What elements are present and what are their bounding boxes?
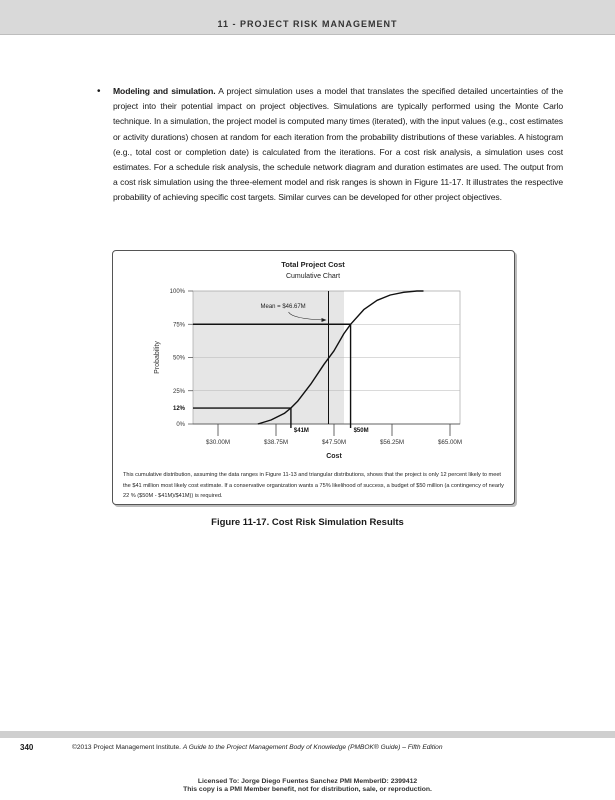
figure-box — [112, 250, 515, 505]
marker-label: $50M — [353, 428, 369, 434]
page-number: 340 — [20, 743, 34, 752]
marker-label: $41M — [293, 428, 309, 434]
license-notice — [0, 778, 615, 794]
chapter-header: 11 - PROJECT RISK MANAGEMENT — [217, 19, 398, 29]
x-axis-label: Cost — [326, 453, 342, 460]
x-tick-label: $47.50M — [321, 439, 347, 446]
body-paragraph — [113, 84, 563, 206]
y-tick-label: 25% — [172, 388, 185, 395]
y-tick-label: 75% — [172, 322, 185, 329]
license-line-1: Licensed To: Jorge Diego Fuentes Sanchez PMI MemberID: 2399412 — [197, 778, 418, 785]
figure-title: Figure 11-17. Cost Risk Simulation Results — [211, 517, 404, 528]
y-tick-label: 100% — [169, 289, 185, 295]
x-tick-label: $65.00M — [437, 439, 463, 446]
x-tick-label: $30.00M — [205, 439, 231, 446]
y-axis-label: Probability — [154, 341, 161, 374]
footer-copyright — [72, 744, 443, 751]
marker-y-label: 12% — [172, 406, 185, 413]
bullet-marker: • — [97, 86, 101, 97]
book-title: A Guide to the Project Management Body of Knowledge (PMBOK® Guide) – Fifth Edition — [182, 744, 443, 751]
mean-label: Mean = $46.67M — [260, 304, 306, 310]
copyright-text: ©2013 Project Management Institute. — [72, 744, 181, 751]
license-line-2: This copy is a PMI Member benefit, not for distribution, sale, or reproduction. — [183, 786, 432, 793]
paragraph-term: Modeling and simulation. — [113, 86, 216, 96]
header-divider — [0, 34, 615, 35]
chart-title: Total Project Cost — [281, 260, 345, 269]
x-tick-label: $56.25M — [379, 439, 405, 446]
x-tick-label: $38.75M — [263, 439, 289, 446]
footer-bar — [0, 731, 615, 738]
y-tick-label: 50% — [172, 355, 185, 362]
paragraph-text: A project simulation uses a model that translates the specified detailed uncertainties of the project into their potential impact on project objectives. Simulations are typically performed using the Monte Carlo technique. In a simulation, the project model is computed many times (iterated), with the input values (e.g., cost estimates or activity durations) chosen at random for each iteration from the probability distributions of these variables. A histogram (e.g., total cost or completion date) is calculated from the iterations. For a cost risk analysis, a simulation uses cost estimates. For a schedule risk analysis, the schedule network diagram and duration estimates are used. The output from a cost risk simulation using the three-element model and risk ranges is shown in Figure 11-17. It illustrates the respective probability of achieving specific cost targets. Similar curves can be developed for other project objectives. — [113, 86, 564, 203]
y-tick-label: 0% — [176, 422, 185, 428]
chart-subtitle: Cumulative Chart — [285, 273, 341, 280]
figure-caption: This cumulative distribution, assuming the data ranges in Figure 11-13 and triangular distributions, shows that the project is only 12 percent likely to meet the $41 million most likely cost estimate. If a conservative organization wants a 75% likelihood of success, a budget of $50 million (a contingency of nearly 22 % ($50M - $41M)/$41M)) is required. — [123, 472, 504, 499]
cost-cumulative-chart — [113, 251, 514, 504]
